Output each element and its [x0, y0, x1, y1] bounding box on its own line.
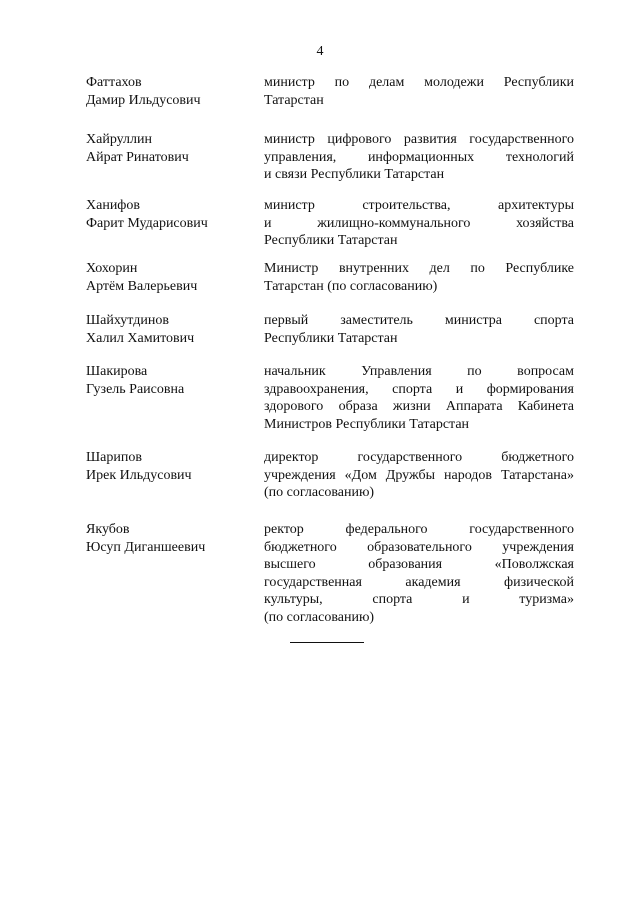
member-position: [264, 74, 574, 109]
member-entry: [86, 521, 576, 631]
position-line: государственная академия физической: [264, 574, 574, 590]
position-line: (по согласованию): [264, 609, 375, 625]
member-entry: [86, 260, 576, 312]
position-line: Республики Татарстан: [264, 330, 398, 346]
position-line: высшего образования «Поволжская: [264, 557, 574, 572]
position-line: Татарстан: [264, 92, 324, 108]
position-line: и жилищно-коммунального хозяйства: [264, 215, 574, 231]
member-surname: Хайруллин: [86, 132, 152, 147]
member-name: [86, 449, 264, 485]
member-position: [264, 312, 574, 347]
member-entry: [86, 197, 576, 260]
position-line: здравоохранения, спорта и формирования: [264, 381, 574, 397]
member-given-name: Халил Хамитович: [86, 331, 195, 346]
position-line: министр строительства, архитектуры: [264, 198, 574, 213]
position-line: директор государственного бюджетного: [264, 450, 574, 465]
position-line: и связи Республики Татарстан: [264, 167, 445, 182]
position-line: начальник Управления по вопросам: [264, 364, 574, 379]
member-surname: Шакирова: [86, 364, 148, 379]
position-line: (по согласованию): [264, 485, 375, 500]
member-given-name: Артём Валерьевич: [86, 279, 198, 294]
member-position: [264, 521, 574, 626]
member-name: [86, 260, 264, 296]
position-line: министр по делам молодежи Республики: [264, 75, 574, 90]
position-line: управления, информационных технологий: [264, 149, 574, 165]
position-line: Республики Татарстан: [264, 233, 398, 248]
member-entry: [86, 363, 576, 449]
position-line: Татарстан (по согласованию): [264, 278, 438, 294]
member-entry: [86, 131, 576, 197]
member-position: [264, 363, 574, 433]
closing-separator-line: [290, 642, 364, 643]
member-entry: [86, 449, 576, 521]
member-name: [86, 197, 264, 233]
position-line: Министр внутренних дел по Республике: [264, 261, 574, 276]
member-name: [86, 74, 264, 110]
page-number: 4: [316, 44, 324, 59]
member-given-name: Гузель Раисовна: [86, 382, 185, 397]
member-list: [86, 74, 576, 631]
member-given-name: Фарит Мударисович: [86, 216, 208, 231]
member-position: [264, 131, 574, 184]
member-name: [86, 363, 264, 399]
member-position: [264, 449, 574, 502]
member-surname: Фаттахов: [86, 75, 142, 90]
member-surname: Шайхутдинов: [86, 313, 169, 328]
position-line: учреждения «Дом Дружбы народов Татарстана»: [264, 467, 574, 483]
member-surname: Шарипов: [86, 450, 142, 465]
member-position: [264, 260, 574, 295]
member-name: [86, 521, 264, 557]
position-line: ректор федерального государственного: [264, 522, 574, 537]
member-name: [86, 312, 264, 348]
member-entry: [86, 74, 576, 131]
position-line: бюджетного образовательного учреждения: [264, 539, 574, 555]
position-line: министр цифрового развития государственного: [264, 132, 574, 147]
position-line: культуры, спорта и туризма»: [264, 592, 574, 607]
member-given-name: Дамир Ильдусович: [86, 93, 201, 108]
position-line: здорового образа жизни Аппарата Кабинета: [264, 399, 574, 414]
position-line: первый заместитель министра спорта: [264, 313, 574, 328]
member-surname: Якубов: [86, 522, 130, 537]
member-given-name: Ирек Ильдусович: [86, 468, 192, 483]
member-given-name: Юсуп Диганшеевич: [86, 540, 206, 555]
member-surname: Ханифов: [86, 198, 140, 213]
member-surname: Хохорин: [86, 261, 138, 276]
member-position: [264, 197, 574, 250]
member-given-name: Айрат Ринатович: [86, 150, 189, 165]
member-entry: [86, 312, 576, 363]
position-line: Министров Республики Татарстан: [264, 416, 470, 432]
member-name: [86, 131, 264, 167]
